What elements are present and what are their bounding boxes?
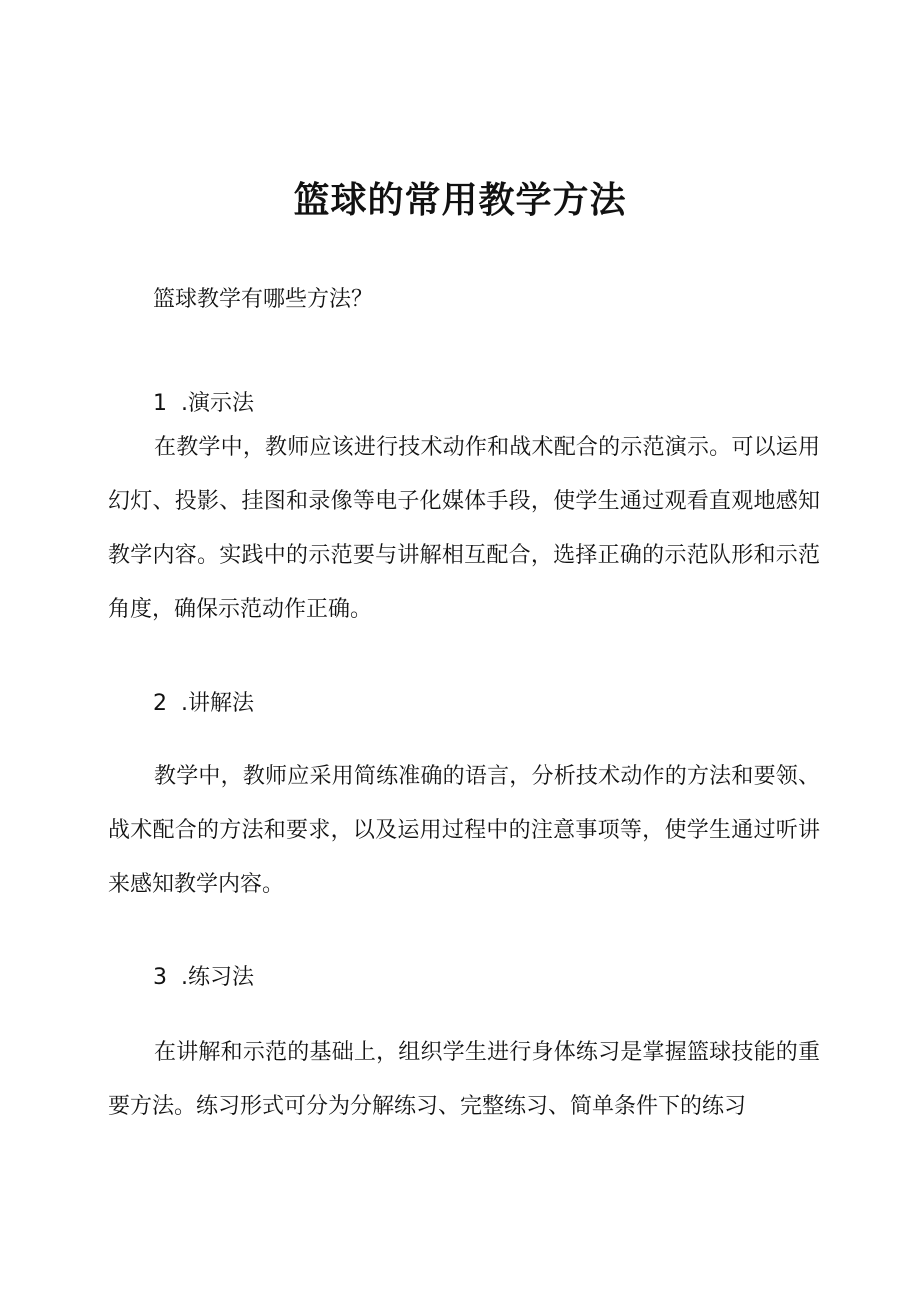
section-body-explanation: 教学中，教师应采用简练准确的语言，分析技术动作的方法和要领、战术配合的方法和要求，以及运用过程中的注意事项等，使学生通过听讲来感知教学内容。 [108,764,820,897]
section-heading-demonstration: 1 .演示法 [153,391,254,416]
document-title: 篮球的常用教学方法 [293,180,627,221]
section-body-practice: 在讲解和示范的基础上，组织学生进行身体练习是掌握篮球技能的重要方法。练习形式可分为分解练习、完整练习、简单条件下的练习 [108,1040,820,1119]
intro-question: 篮球教学有哪些方法？ [153,287,374,312]
section-heading-practice: 3 .练习法 [153,965,254,990]
section-heading-explanation: 2 .讲解法 [153,691,254,716]
section-body-demonstration: 在教学中，教师应该进行技术动作和战术配合的示范演示。可以运用幻灯、投影、挂图和录像等电子化媒体手段，使学生通过观看直观地感知教学内容。实践中的示范要与讲解相互配合，选择正确的示范队形和示范角度，确保示范动作正确。 [108,435,820,622]
